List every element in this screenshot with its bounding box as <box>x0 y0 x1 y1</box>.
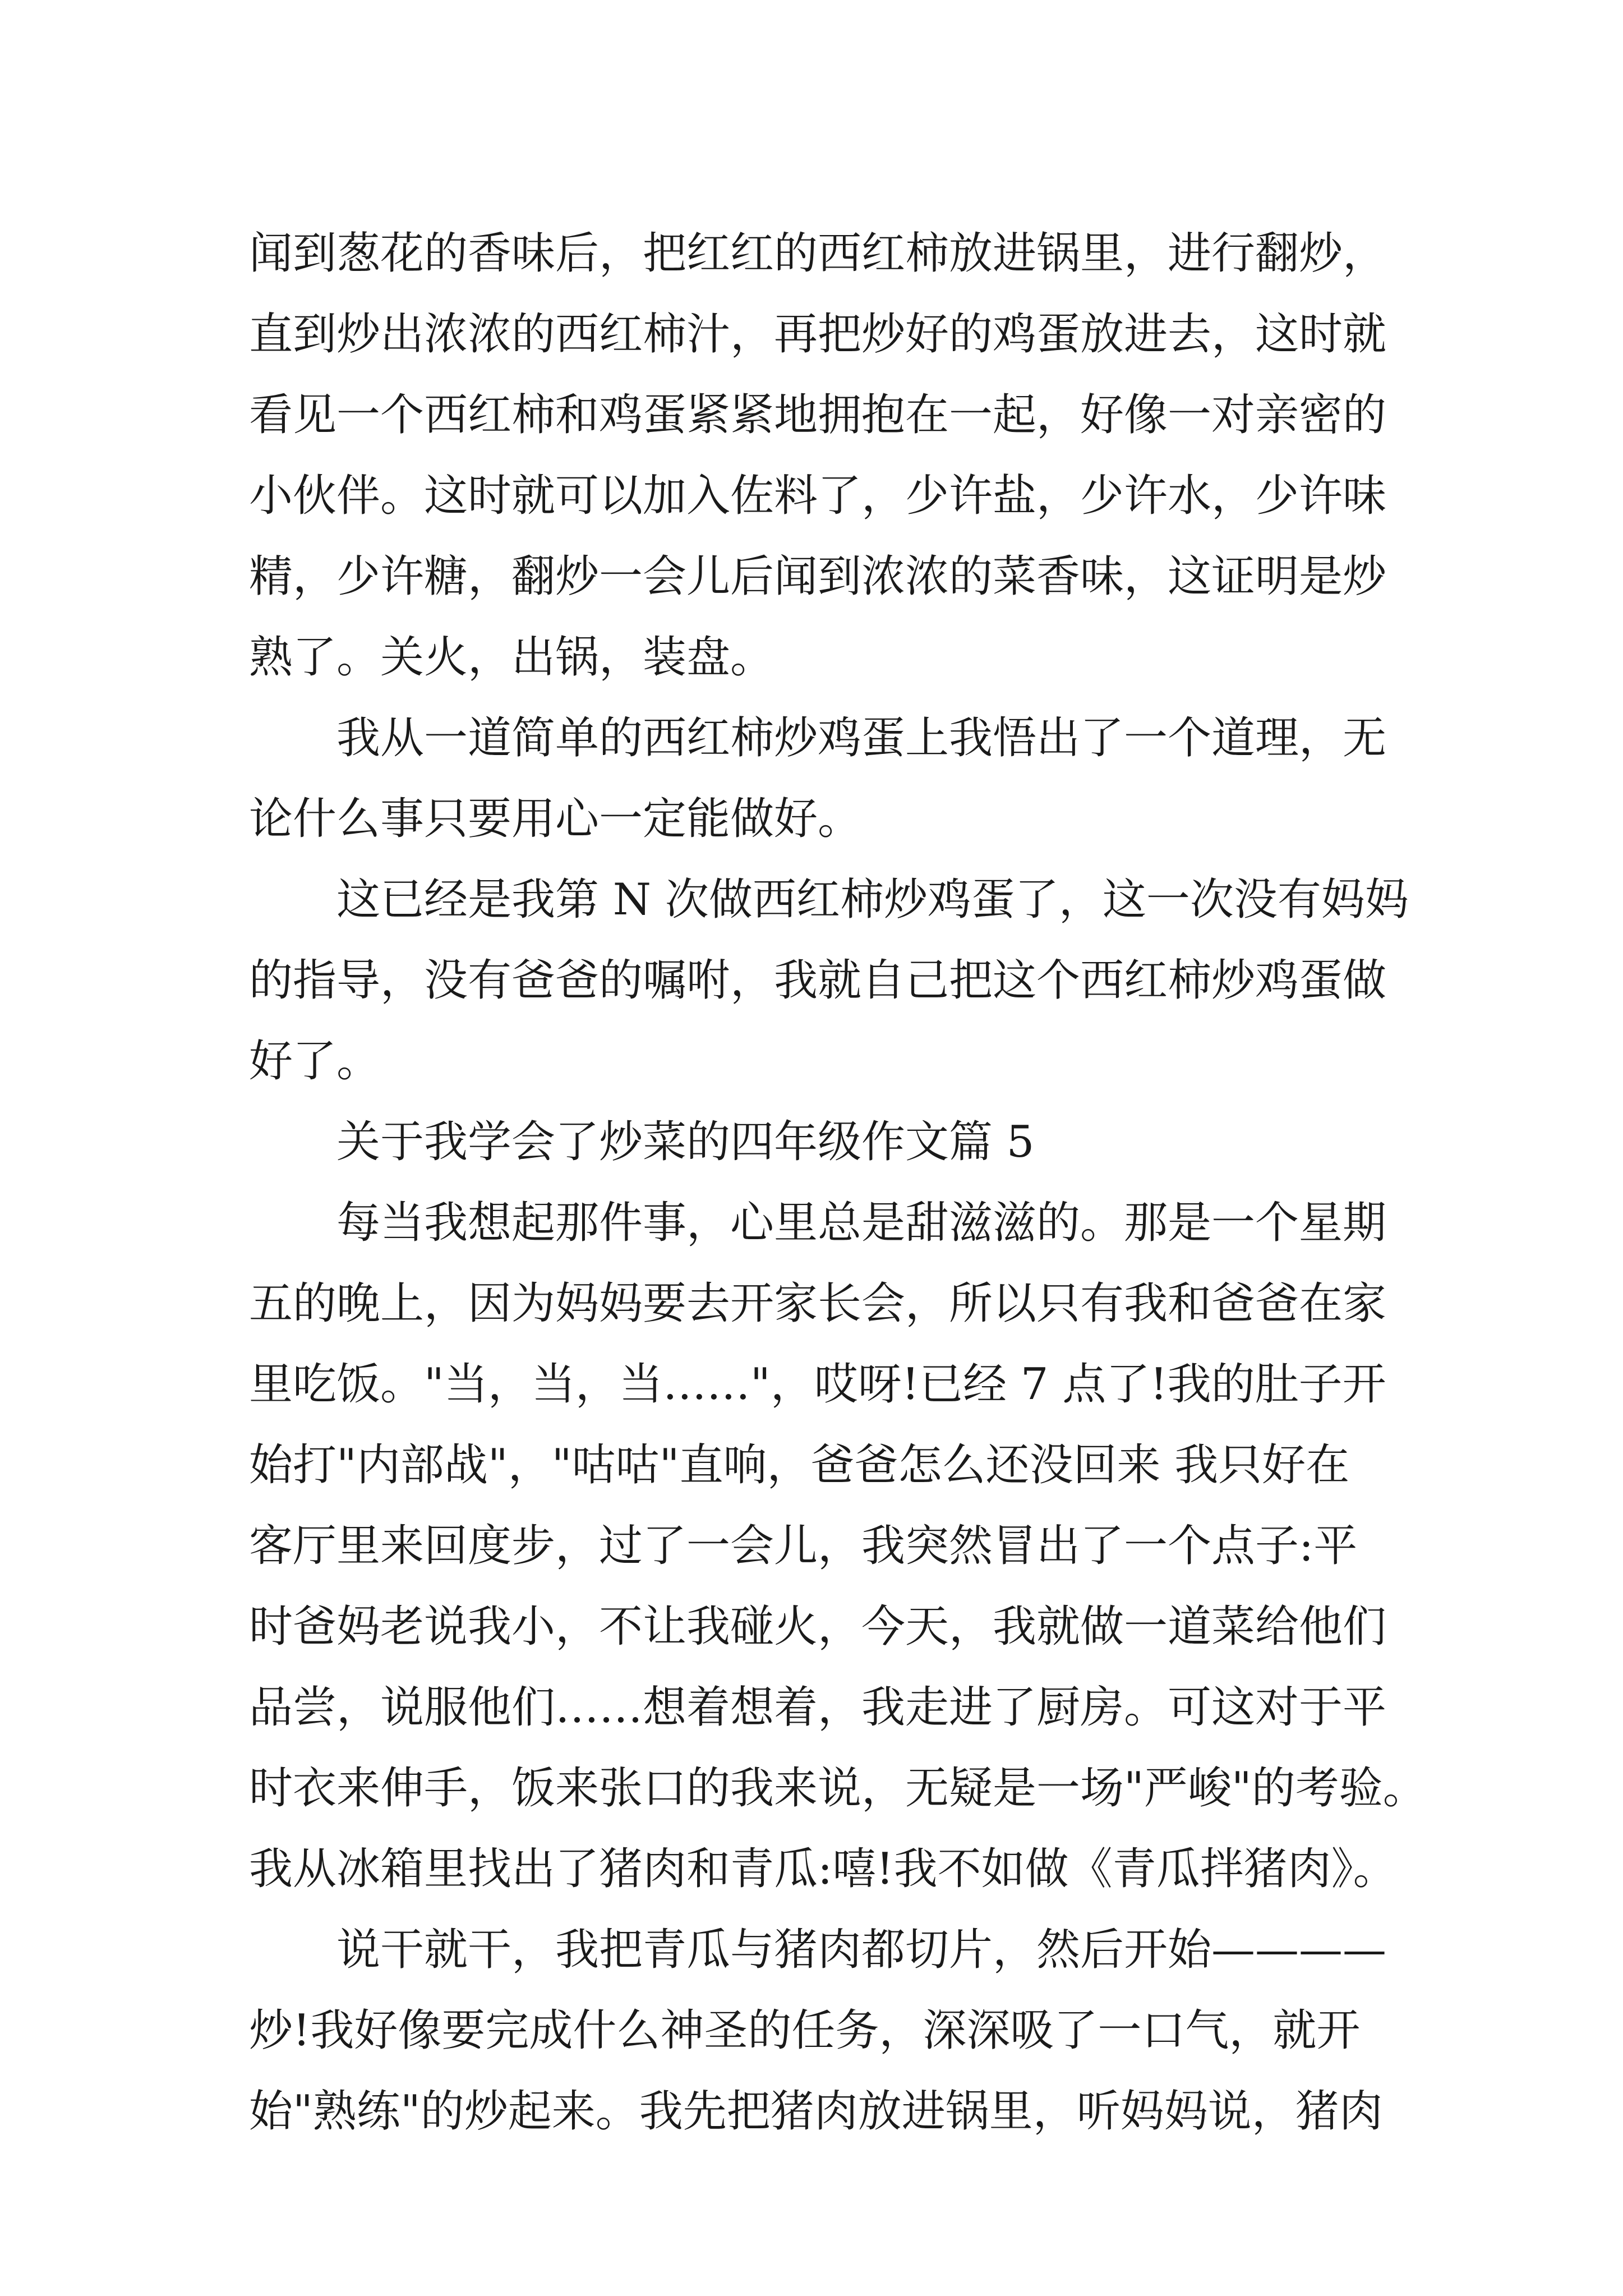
text-line: 品尝，说服他们……想着想着，我走进了厨房。可这对于平 <box>249 1682 1387 1733</box>
text-line: 我从冰箱里找出了猪肉和青瓜:嘻!我不如做《青瓜拌猪肉》。 <box>249 1844 1397 1894</box>
text-line: 熟了。关火，出锅，装盘。 <box>249 632 774 683</box>
text-line: 好了。 <box>249 1036 381 1087</box>
body-text <box>249 213 1427 2152</box>
text-line: 小伙伴。这时就可以加入佐料了，少许盐，少许水，少许味 <box>249 471 1387 521</box>
text-line: 始"熟练"的炒起来。我先把猪肉放进锅里，听妈妈说，猪肉 <box>249 2086 1383 2137</box>
text-line: 每当我想起那件事，心里总是甜滋滋的。那是一个星期 <box>336 1198 1387 1248</box>
text-line: 炒!我好像要完成什么神圣的任务，深深吸了一口气，就开 <box>249 2005 1361 2056</box>
text-line: 始打"内部战"，"咕咕"直响，爸爸怎么还没回来 我只好在 <box>249 1440 1350 1490</box>
text-line: 客厅里来回度步，过了一会儿，我突然冒出了一个点子:平 <box>249 1521 1358 1571</box>
text-line: 这已经是我第 N 次做西红柿炒鸡蛋了，这一次没有妈妈 <box>336 875 1409 925</box>
text-line: 说干就干，我把青瓜与猪肉都切片，然后开始———— <box>336 1925 1387 1975</box>
text-line: 我从一道简单的西红柿炒鸡蛋上我悟出了一个道理，无 <box>336 713 1387 763</box>
text-line: 时爸妈老说我小，不让我碰火，今天，我就做一道菜给他们 <box>249 1602 1387 1652</box>
section-heading: 关于我学会了炒菜的四年级作文篇 5 <box>336 1117 1035 1167</box>
text-line: 闻到葱花的香味后，把红红的西红柿放进锅里，进行翻炒， <box>249 228 1387 279</box>
text-line: 直到炒出浓浓的西红柿汁，再把炒好的鸡蛋放进去，这时就 <box>249 309 1387 360</box>
text-line: 五的晚上，因为妈妈要去开家长会，所以只有我和爸爸在家 <box>249 1278 1387 1329</box>
text-line: 精，少许糖，翻炒一会儿后闻到浓浓的菜香味，这证明是炒 <box>249 551 1387 602</box>
text-line: 时衣来伸手，饭来张口的我来说，无疑是一场"严峻"的考验。 <box>249 1763 1427 1814</box>
text-line: 论什么事只要用心一定能做好。 <box>249 794 862 844</box>
text-line: 看见一个西红柿和鸡蛋紧紧地拥抱在一起，好像一对亲密的 <box>249 390 1387 440</box>
text-line: 的指导，没有爸爸的嘱咐，我就自己把这个西红柿炒鸡蛋做 <box>249 955 1387 1006</box>
text-line: 里吃饭。"当，当，当……"，哎呀!已经 7 点了!我的肚子开 <box>249 1359 1386 1410</box>
